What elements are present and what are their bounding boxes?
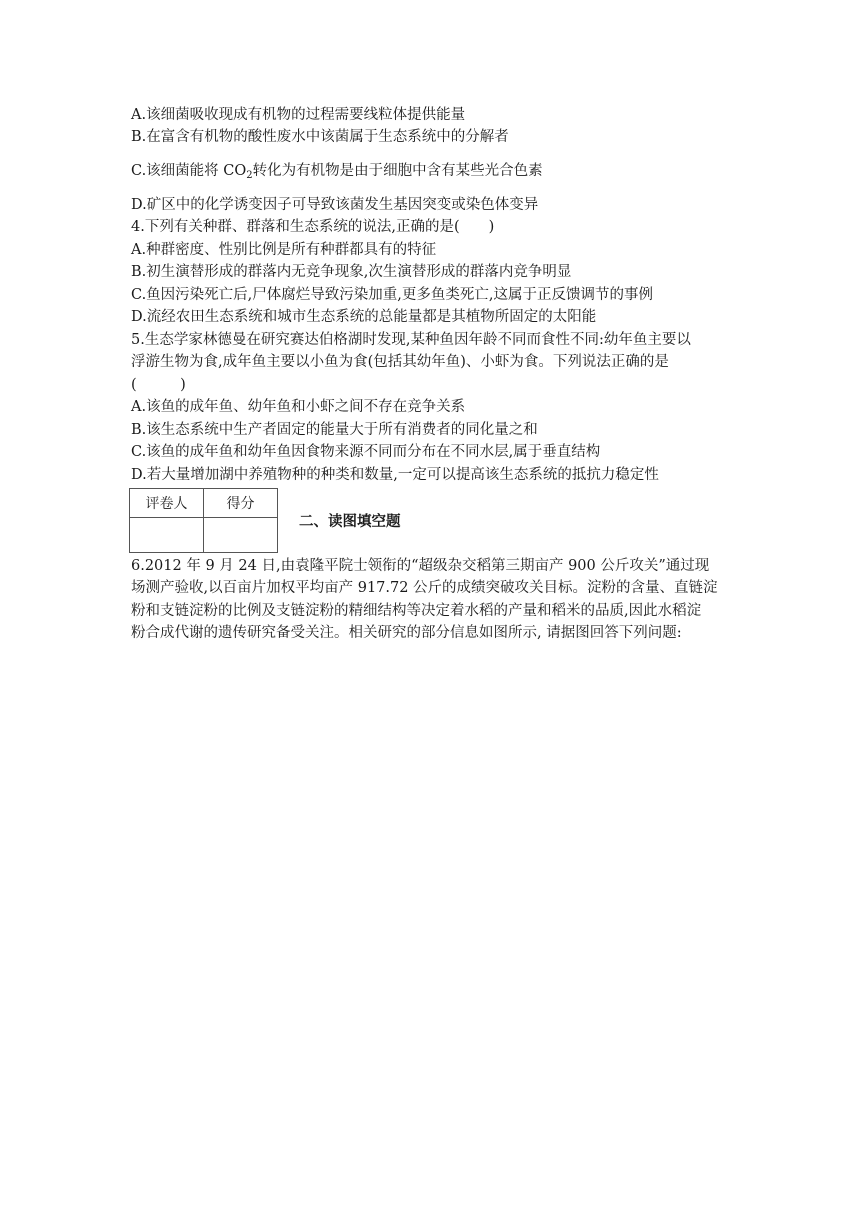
q3-option-c-text-before: C.该细菌能将 CO (131, 163, 247, 179)
q5-stem-line-3: ( ) (131, 377, 186, 393)
q5-option-c: C.该鱼的成年鱼和幼年鱼因食物来源不同而分布在不同水层,属于垂直结构 (131, 444, 601, 460)
q3-option-c-subscript: 2 (246, 170, 253, 181)
q5-stem-line-2: 浮游生物为食,成年鱼主要以小鱼为食(包括其幼年鱼)、小虾为食。下列说法正确的是 (131, 354, 669, 370)
q3-option-b: B.在富含有机物的酸性废水中该菌属于生态系统中的分解者 (131, 129, 509, 145)
section-title: 二、读图填空题 (299, 514, 401, 530)
q6-line-2: 场测产验收,以百亩片加权平均亩产 917.72 公斤的成绩突破攻关目标。淀粉的含量、直链淀 (131, 580, 718, 596)
q6-line-1: 6.2012 年 9 月 24 日,由袁隆平院士领衔的“超级杂交稻第三期亩产 900 公斤攻关”通过现 (131, 558, 710, 574)
score-table-grader-header: 评卷人 (130, 489, 204, 518)
q6-line-3: 粉和支链淀粉的比例及支链淀粉的精细结构等决定着水稻的产量和稻米的品质,因此水稻淀 (131, 603, 702, 619)
q3-option-c-text-after: 转化为有机物是由于细胞中含有某些光合色素 (252, 163, 543, 179)
q5-option-b: B.该生态系统中生产者固定的能量大于所有消费者的同化量之和 (131, 422, 538, 438)
q5-option-a: A.该鱼的成年鱼、幼年鱼和小虾之间不存在竞争关系 (131, 399, 466, 415)
score-table-grader-cell (130, 518, 204, 553)
q4-option-a: A.种群密度、性别比例是所有种群都具有的特征 (131, 242, 437, 258)
score-table-header-row (130, 489, 278, 518)
score-table-score-header: 得分 (204, 489, 278, 518)
score-table-entry-row (130, 518, 278, 553)
q5-option-d: D.若大量增加湖中养殖物种的种类和数量,一定可以提高该生态系统的抵抗力稳定性 (131, 467, 659, 483)
q3-option-c (131, 161, 543, 186)
q6-line-4: 粉合成代谢的遗传研究备受关注。相关研究的部分信息如图所示, 请据图回答下列问题: (131, 625, 682, 641)
q5-stem-line-1: 5.生态学家林德曼在研究赛达伯格湖时发现,某种鱼因年龄不同而食性不同:幼年鱼主要以 (131, 332, 691, 348)
score-table (129, 488, 278, 553)
q4-option-c: C.鱼因污染死亡后,尸体腐烂导致污染加重,更多鱼类死亡,这属于正反馈调节的事例 (131, 287, 654, 303)
q4-option-d: D.流经农田生态系统和城市生态系统的总能量都是其植物所固定的太阳能 (131, 309, 597, 325)
q4-option-b: B.初生演替形成的群落内无竞争现象,次生演替形成的群落内竞争明显 (131, 264, 572, 280)
q4-stem: 4.下列有关种群、群落和生态系统的说法,正确的是( ) (131, 219, 495, 235)
q3-option-a: A.该细菌吸收现成有机物的过程需要线粒体提供能量 (131, 107, 466, 123)
score-table-score-cell (204, 518, 278, 553)
q3-option-d: D.矿区中的化学诱变因子可导致该菌发生基因突变或染色体变异 (131, 197, 539, 213)
